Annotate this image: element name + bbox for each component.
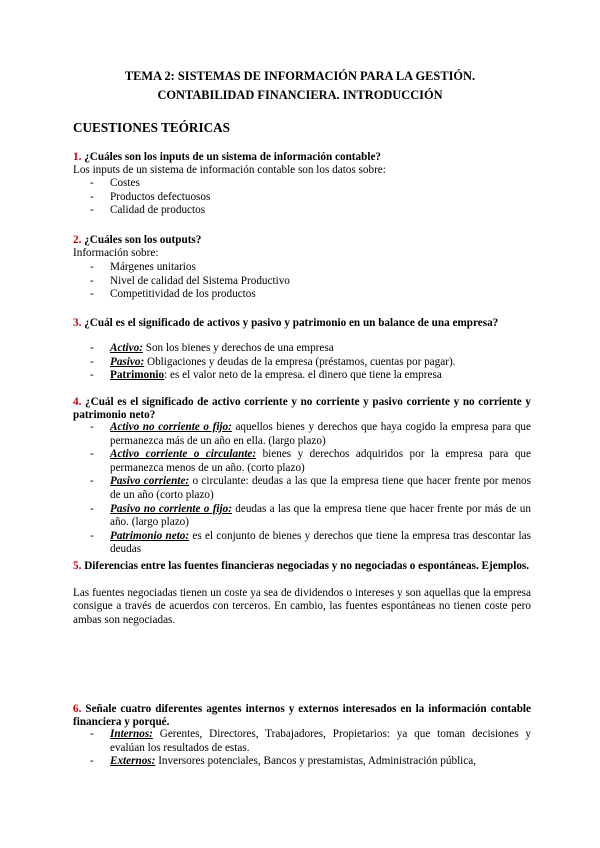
question-number: 2. [73, 234, 82, 246]
question-6 [73, 703, 531, 730]
answer-1-intro: Los inputs de un sistema de información contable son los datos sobre: [73, 164, 386, 176]
question-4 [73, 396, 531, 423]
document-title-line-1: TEMA 2: SISTEMAS DE INFORMACIÓN PARA LA GESTIÓN. [124, 69, 476, 83]
question-3 [73, 317, 531, 330]
term: Pasivo corriente: [110, 475, 190, 488]
question-text: ¿Cuál es el significado de activos y pasivo y patrimonio en un balance de una empresa? [84, 317, 499, 329]
list-item: - Pasivo: Obligaciones y deudas de la empresa (préstamos, cuentas por pagar). [90, 355, 456, 368]
list-item: - Costes [90, 177, 140, 189]
list-item: - Activo no corriente o fijo: aquellos bienes y derechos que haya cogido la empresa para que permanezca más de un año en ella. (largo plazo) [90, 421, 531, 447]
term: Pasivo no corriente o fijo: [110, 502, 232, 515]
term: Activo: [110, 342, 143, 354]
list-item: - Pasivo no corriente o fijo: deudas a las que la empresa tiene que hacer frente por más de un año. (largo plazo) [90, 502, 531, 529]
question-1 [73, 151, 531, 164]
answer-5: Las fuentes negociadas tienen un coste ya sea de dividendos o intereses y son aquellas que la empresa consigue a través de acuerdos con terceros. En cambio, las fuentes espontáneas no tienen coste pero ambas son negociadas. [73, 587, 531, 626]
term: Externos: [110, 755, 156, 768]
list-item: - Externos: Inversores potenciales, Bancos y prestamistas, Administración pública, [90, 755, 477, 768]
term: Patrimonio neto: [110, 529, 190, 542]
question-text: Señale cuatro diferentes agentes internos y externos interesados en la información contable financiera y porqué. [73, 703, 531, 729]
list-item: - Calidad de productos [90, 204, 206, 217]
term: Pasivo: [110, 355, 145, 368]
question-text: ¿Cuáles son los inputs de un sistema de información contable? [84, 151, 382, 163]
question-number: 3. [73, 317, 82, 329]
term: Internos: [110, 728, 153, 740]
term: Activo corriente o circulante: [110, 448, 257, 461]
list-item: - Nivel de calidad del Sistema Productivo [90, 274, 290, 287]
list-item: - Activo corriente o circulante: bienes y derechos adquiridos por la empresa para que permanezca menos de un año. (corto plazo) [90, 448, 531, 474]
question-number: 1. [73, 151, 82, 163]
question-5 [73, 560, 531, 573]
answer-1-list [90, 177, 531, 218]
question-text: Diferencias entre las fuentes financieras negociadas y no negociadas o espontáneas. Ejemplos. [84, 560, 530, 572]
section-heading: CUESTIONES TEÓRICAS [73, 120, 230, 135]
list-item: - Pasivo corriente: o circulante: deudas a las que la empresa tiene que hacer frente por menos de un año (corto plazo) [90, 475, 532, 501]
document-title-line-2: CONTABILIDAD FINANCIERA. INTRODUCCIÓN [157, 88, 443, 102]
term: Patrimonio [110, 369, 165, 382]
list-item: - Productos defectuosos [90, 190, 211, 203]
question-number: 5. [73, 560, 82, 572]
question-number: 4. [73, 396, 82, 408]
list-item: - Márgenes unitarios [90, 261, 196, 273]
term: Activo no corriente o fijo: [110, 421, 232, 433]
answer-2-intro: Información sobre: [73, 247, 159, 259]
answer-2-list [90, 261, 531, 302]
answer-3-list [90, 342, 531, 383]
list-item: - Patrimonio: es el valor neto de la empresa. el dinero que tiene la empresa [90, 369, 442, 382]
question-text: ¿Cuál es el significado de activo corriente y no corriente y pasivo corriente y no corriente y patrimonio neto? [73, 396, 531, 422]
answer-6-list [90, 728, 531, 769]
list-item: - Activo: Son los bienes y derechos de una empresa [90, 342, 334, 354]
question-2 [73, 234, 531, 247]
answer-4-list [90, 421, 531, 557]
list-item: - Patrimonio neto: es el conjunto de bienes y derechos que tiene la empresa tras descontar las deudas [90, 529, 531, 556]
question-number: 6. [73, 703, 82, 715]
question-text: ¿Cuáles son los outputs? [84, 234, 202, 246]
list-item: - Internos: Gerentes, Directores, Trabajadores, Propietarios: ya que toman decisiones y evalúan los resultados de estas. [90, 728, 531, 754]
list-item: - Competitividad de los productos [90, 288, 256, 301]
